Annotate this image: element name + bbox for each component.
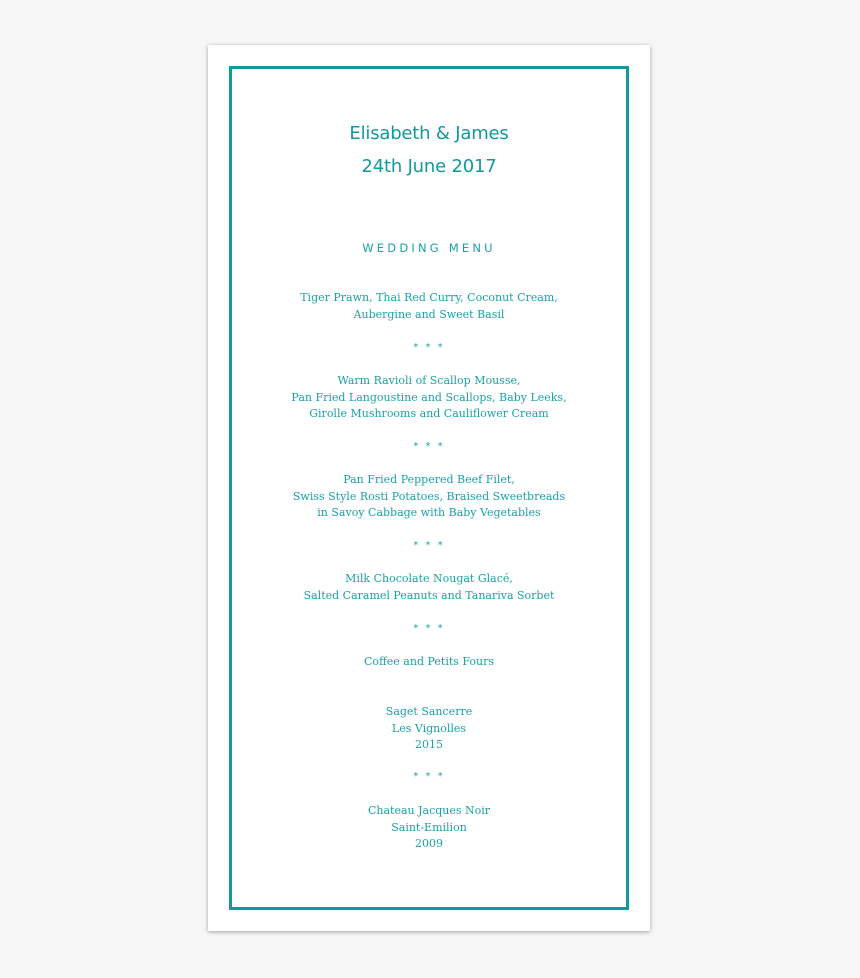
wine-line: Saint-Emilion (391, 820, 467, 834)
course-line: Pan Fried Peppered Beef Filet, (343, 473, 515, 486)
course-starter (208, 290, 650, 323)
separator: * * * (413, 342, 445, 353)
wine-line: 2009 (415, 837, 443, 851)
course-line: Aubergine and Sweet Basil (353, 307, 505, 321)
course-line: Warm Ravioli of Scallop Mousse, (337, 374, 521, 387)
wine-red (208, 803, 650, 853)
course-line: Girolle Mushrooms and Cauliflower Cream (309, 407, 549, 421)
separator: * * * (413, 771, 445, 782)
course-dessert (208, 571, 650, 604)
course-line: Coffee and Petits Fours (363, 655, 495, 668)
course-line: Swiss Style Rosti Potatoes, Braised Sweetbreads (292, 489, 566, 503)
course-coffee (208, 654, 650, 671)
wedding-date: 24th June 2017 (361, 156, 497, 177)
menu-title: WEDDING MENU (362, 241, 496, 255)
course-main (208, 472, 650, 522)
course-line: Pan Fried Langoustine and Scallops, Baby Leeks, (291, 390, 567, 404)
separator: * * * (413, 441, 445, 452)
wine-line: Chateau Jacques Noir (367, 804, 491, 817)
wine-line: 2015 (415, 738, 443, 752)
couple-names: Elisabeth & James (349, 123, 509, 144)
course-line: Tiger Prawn, Thai Red Curry, Coconut Cream, (300, 291, 558, 304)
separator: * * * (413, 540, 445, 551)
wine-line: Les Vignolles (391, 721, 467, 735)
wine-white (208, 704, 650, 754)
separator: * * * (413, 623, 445, 634)
course-line: in Savoy Cabbage with Baby Vegetables (317, 506, 541, 520)
course-line: Salted Caramel Peanuts and Tanariva Sorbet (303, 588, 555, 602)
course-line: Milk Chocolate Nougat Glacé, (345, 572, 513, 585)
course-fish (208, 373, 650, 423)
wine-line: Saget Sancerre (385, 705, 473, 718)
menu-card (208, 45, 650, 931)
